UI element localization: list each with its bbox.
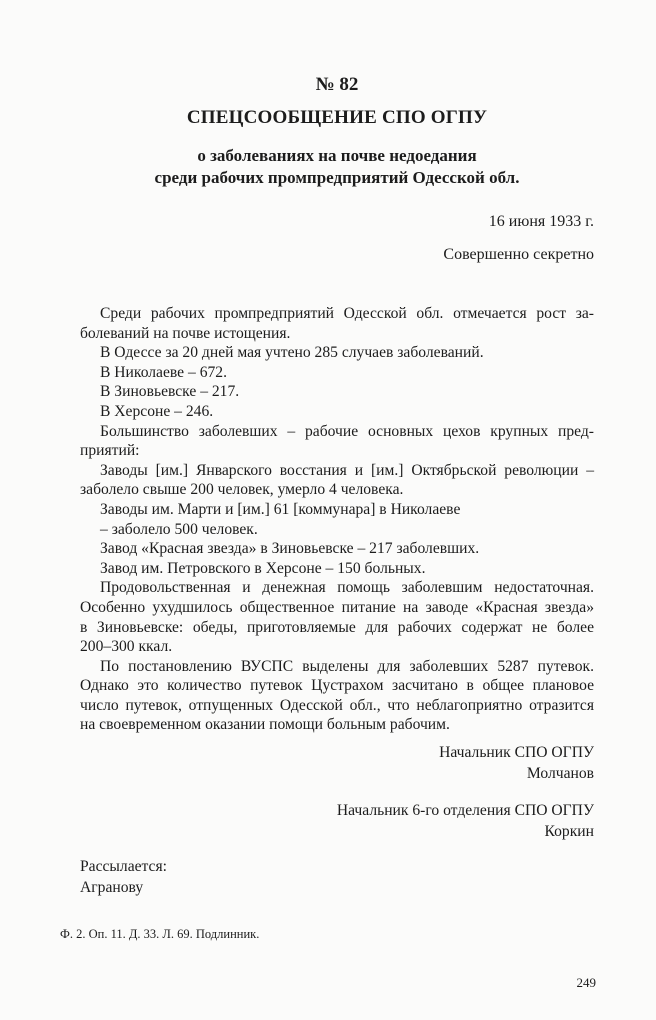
- body-line-7: приятий:: [80, 442, 140, 460]
- signature-block-1: [439, 742, 594, 784]
- document-title: СПЕЦСООБЩЕНИЕ СПО ОГПУ: [186, 107, 488, 128]
- subtitle-line-2: среди рабочих промпредприятий Одесской обл.: [154, 168, 520, 187]
- body-line-14: Продовольственная и денежная помощь заболевшим недостаточная.: [100, 579, 594, 597]
- body-line-19: Однако это количество путевок Цустрахом засчитано в общее плановое: [80, 677, 594, 695]
- archive-reference: Ф. 2. Оп. 11. Д. 33. Л. 69. Подлинник.: [60, 927, 260, 941]
- body-line-9: заболело свыше 200 человек, умерло 4 человека.: [80, 481, 404, 499]
- distribution-label: Рассылается:: [80, 858, 167, 875]
- subtitle-line-1: о заболеваниях на почве недоедания: [197, 146, 477, 165]
- signature-title-2: Начальник 6-го отделения СПО ОГПУ: [336, 802, 594, 819]
- body-line-20: число путевок, отпущенных Одесской обл., что неблагоприятно отразится: [80, 696, 594, 714]
- document-page: [60, 0, 596, 1020]
- body-line-16: в Зиновьевске: обеды, приготовляемые для рабочих содержат не более: [80, 618, 594, 636]
- body-line-18: По постановлению ВУСПС выделены для заболевших 5287 путевок.: [100, 657, 594, 675]
- body-line-21: на своевременном оказании помощи больным рабочим.: [80, 716, 450, 734]
- body-line-10: Заводы им. Марти и [им.] 61 [коммунара] в Николаеве: [100, 500, 461, 518]
- signature-title-1: Начальник СПО ОГПУ: [439, 744, 594, 761]
- body-line-15: Особенно ухудшилось общественное питание на заводе «Красная звезда»: [80, 598, 594, 616]
- body-line-13: Завод им. Петровского в Херсоне – 150 больных.: [100, 559, 426, 577]
- body-line-4: В Зиновьевске – 217.: [100, 383, 240, 401]
- body-line-5: В Херсоне – 246.: [100, 402, 214, 420]
- body-line-12: Завод «Красная звезда» в Зиновьевске – 217 заболевших.: [100, 540, 480, 558]
- document-body: [80, 304, 594, 735]
- signature-block-2: [337, 800, 594, 842]
- document-date: 16 июня 1933 г.: [488, 213, 594, 230]
- body-line-2: В Одессе за 20 дней мая учтено 285 случаев заболеваний.: [100, 344, 484, 362]
- distribution-recipient: Агранову: [80, 879, 144, 896]
- document-number: № 82: [315, 74, 359, 95]
- body-line-8: Заводы [им.] Январского восстания и [им.] Октябрьской революции –: [100, 461, 594, 479]
- body-line-11: – заболело 500 человек.: [100, 520, 258, 538]
- page-number: 249: [576, 975, 596, 990]
- signature-name-2: Коркин: [544, 823, 594, 840]
- body-line-3: В Николаеве – 672.: [100, 363, 227, 381]
- document-subtitle: [80, 145, 594, 189]
- body-line-1: болеваний на почве истощения.: [80, 324, 291, 342]
- body-line-17: 200–300 ккал.: [80, 638, 173, 656]
- body-line-6: Большинство заболевших – рабочие основных цехов крупных пред-: [100, 422, 594, 440]
- secrecy-stamp: Совершенно секретно: [443, 246, 594, 263]
- body-line-0: Среди рабочих промпредприятий Одесской обл. отмечается рост за-: [100, 305, 594, 322]
- signature-name-1: Молчанов: [526, 765, 594, 782]
- distribution-list: [80, 856, 167, 898]
